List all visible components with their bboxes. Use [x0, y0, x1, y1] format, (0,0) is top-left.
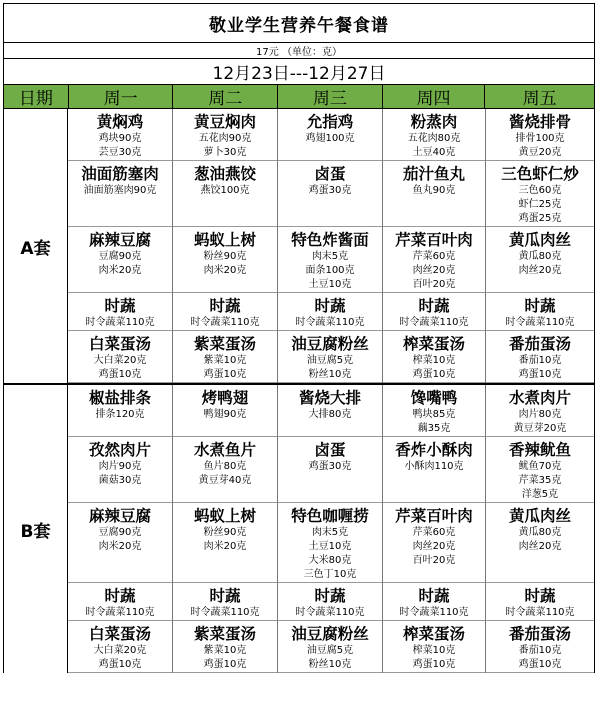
- dish-block: [68, 331, 172, 383]
- ingredient-line: 鸡蛋30克: [308, 185, 352, 196]
- dish-name: 烤鸭翅: [201, 388, 249, 407]
- ingredient-line: 大排80克: [308, 409, 352, 420]
- day-column-tuesday: [173, 385, 278, 673]
- dish-name: 油面筋塞肉: [81, 164, 159, 183]
- day-column-thursday: [383, 385, 486, 673]
- dish-name: 时蔬: [104, 296, 136, 315]
- day-column-friday: [486, 109, 595, 383]
- ingredient-line: 时令蔬菜110克: [295, 607, 365, 618]
- dish-block: [383, 109, 485, 161]
- ingredient-line: 肉末5克: [311, 251, 349, 262]
- ingredient-line: 番茄10克: [518, 645, 562, 656]
- ingredient-line: [278, 198, 382, 212]
- dish-block: [486, 161, 594, 227]
- ingredient-line: 排骨100克: [515, 133, 565, 144]
- ingredient-line: 黄瓜80克: [518, 527, 562, 538]
- ingredient-line: [486, 568, 594, 582]
- ingredient-line: [68, 278, 172, 292]
- ingredient-line: [486, 554, 594, 568]
- ingredient-line: 鱼丸90克: [412, 185, 456, 196]
- ingredient-line: [278, 422, 382, 436]
- dish-name: 酱烧排骨: [508, 112, 571, 131]
- menu-title: 敬业学生营养午餐食谱: [3, 3, 595, 42]
- ingredient-line: 榨菜10克: [412, 355, 456, 366]
- dish-block: [486, 621, 594, 673]
- dish-name: 特色咖喱捞: [291, 506, 369, 525]
- ingredient-line: 紫菜10克: [203, 355, 247, 366]
- ingredient-line: 鸡蛋10克: [412, 369, 456, 380]
- ingredient-line: [383, 488, 485, 502]
- dish-name: 卤蛋: [314, 440, 346, 459]
- ingredient-line: 鸡蛋10克: [203, 659, 247, 670]
- ingredient-line: 肉丝20克: [518, 541, 562, 552]
- dish-block: [383, 437, 485, 503]
- dish-name: 允指鸡: [306, 112, 354, 131]
- dish-block: [278, 331, 382, 383]
- ingredient-line: 时令蔬菜110克: [190, 317, 260, 328]
- ingredient-line: [278, 474, 382, 488]
- ingredient-line: 粉丝90克: [203, 251, 247, 262]
- dish-block: [173, 583, 277, 621]
- ingredient-line: [383, 212, 485, 226]
- ingredient-line: [173, 198, 277, 212]
- header-friday-cell: 周五: [522, 89, 557, 109]
- dish-block: [173, 503, 277, 583]
- ingredient-line: 鸡蛋10克: [203, 369, 247, 380]
- dish-block: [278, 109, 382, 161]
- dish-name: 水煮肉片: [508, 388, 571, 407]
- ingredient-line: 肉丝20克: [412, 541, 456, 552]
- ingredient-line: 黄瓜80克: [518, 251, 562, 262]
- ingredient-line: 百叶20克: [412, 279, 456, 290]
- ingredient-line: [173, 554, 277, 568]
- dish-block: [486, 293, 594, 331]
- set-label: A套: [4, 109, 68, 383]
- day-column-thursday: [383, 109, 486, 383]
- header-monday-cell: 周一: [69, 85, 174, 108]
- ingredient-line: [173, 488, 277, 502]
- dish-name: 麻辣豆腐: [88, 230, 151, 249]
- dish-block: [173, 293, 277, 331]
- dish-block: [383, 293, 485, 331]
- ingredient-line: [173, 278, 277, 292]
- dish-block: [68, 293, 172, 331]
- dish-block: [173, 437, 277, 503]
- header-tuesday-cell: 周二: [173, 85, 278, 108]
- ingredient-line: 肉末5克: [311, 527, 349, 538]
- header-wednesday-cell: 周三: [278, 85, 383, 108]
- dish-name: 椒盐排条: [88, 388, 151, 407]
- ingredient-line: 油豆腐5克: [306, 645, 354, 656]
- ingredient-line: [68, 488, 172, 502]
- header-thursday-cell: 周四: [383, 85, 486, 108]
- dish-name: 香辣鱿鱼: [508, 440, 571, 459]
- ingredient-line: 五花肉80克: [407, 133, 461, 144]
- dish-name: 时蔬: [418, 296, 450, 315]
- dish-name: 特色炸酱面: [291, 230, 369, 249]
- dish-block: [173, 621, 277, 673]
- ingredient-line: 粉丝10克: [308, 369, 352, 380]
- ingredient-line: 土豆10克: [308, 279, 352, 290]
- ingredient-line: 土豆40克: [412, 147, 456, 158]
- ingredient-line: 粉丝10克: [308, 659, 352, 670]
- dish-block: [68, 109, 172, 161]
- dish-name: 白菜蛋汤: [88, 334, 151, 353]
- dish-name: 时蔬: [524, 296, 556, 315]
- dish-block: [173, 109, 277, 161]
- ingredient-line: [68, 422, 172, 436]
- ingredient-line: 油豆腐5克: [306, 355, 354, 366]
- ingredient-line: 百叶20克: [412, 555, 456, 566]
- ingredient-line: 油面筋塞肉90克: [83, 185, 157, 196]
- menu-sets: [3, 109, 595, 673]
- dish-name: 白菜蛋汤: [88, 624, 151, 643]
- ingredient-line: 肉米20克: [98, 265, 142, 276]
- ingredient-line: 藕35克: [417, 423, 451, 434]
- dish-block: [68, 385, 172, 437]
- dish-name: 孜然肉片: [88, 440, 151, 459]
- dish-name: 水煮鱼片: [193, 440, 256, 459]
- ingredient-line: 鱼片80克: [203, 461, 247, 472]
- dish-name: 油豆腐粉丝: [291, 334, 369, 353]
- dish-name: 芹菜百叶肉: [395, 230, 473, 249]
- ingredient-line: 燕饺100克: [200, 185, 250, 196]
- ingredient-line: 时令蔬菜110克: [399, 317, 469, 328]
- ingredient-line: 黄豆芽40克: [198, 475, 252, 486]
- ingredient-line: 榨菜10克: [412, 645, 456, 656]
- ingredient-line: [68, 198, 172, 212]
- dish-block: [486, 109, 594, 161]
- ingredient-line: 菌菇30克: [98, 475, 142, 486]
- ingredient-line: 芹菜60克: [412, 251, 456, 262]
- dish-block: [383, 161, 485, 227]
- day-column-monday: [68, 109, 173, 383]
- ingredient-line: 鸡蛋10克: [518, 659, 562, 670]
- dish-name: 黄焖鸡: [96, 112, 144, 131]
- dish-block: [173, 331, 277, 383]
- dish-name: 时蔬: [314, 296, 346, 315]
- dish-block: [278, 583, 382, 621]
- dish-name: 粉蒸肉: [410, 112, 458, 131]
- dish-block: [486, 503, 594, 583]
- dish-name: 时蔬: [524, 586, 556, 605]
- day-column-monday: [68, 385, 173, 673]
- ingredient-line: 时令蔬菜110克: [85, 607, 155, 618]
- dish-name: 三色虾仁炒: [501, 164, 579, 183]
- ingredient-line: 三色60克: [518, 185, 562, 196]
- dish-block: [278, 437, 382, 503]
- ingredient-line: 三色丁10克: [303, 569, 357, 580]
- ingredient-line: 芹菜60克: [412, 527, 456, 538]
- ingredient-line: 萝卜30克: [203, 147, 247, 158]
- ingredient-line: 肉丝20克: [412, 265, 456, 276]
- ingredient-line: 肉丝20克: [518, 265, 562, 276]
- ingredient-line: [278, 488, 382, 502]
- dish-block: [68, 161, 172, 227]
- ingredient-line: [383, 474, 485, 488]
- menu-sheet: [3, 3, 595, 673]
- ingredient-line: [173, 422, 277, 436]
- ingredient-line: 面条100克: [305, 265, 355, 276]
- ingredient-line: 豆腐90克: [98, 527, 142, 538]
- ingredient-line: 肉米20克: [98, 541, 142, 552]
- ingredient-line: [486, 278, 594, 292]
- ingredient-line: 鸡块90克: [98, 133, 142, 144]
- dish-name: 黄豆焖肉: [193, 112, 256, 131]
- ingredient-line: 大白菜20克: [93, 355, 147, 366]
- dish-name: 油豆腐粉丝: [291, 624, 369, 643]
- ingredient-line: 肉米20克: [203, 541, 247, 552]
- ingredient-line: 鸭翅90克: [203, 409, 247, 420]
- ingredient-line: [68, 568, 172, 582]
- dish-block: [68, 503, 172, 583]
- day-column-tuesday: [173, 109, 278, 383]
- day-column-wednesday: [278, 385, 383, 673]
- dish-name: 卤蛋: [314, 164, 346, 183]
- ingredient-line: 鸡蛋10克: [412, 659, 456, 670]
- ingredient-line: 大白菜20克: [93, 645, 147, 656]
- dish-block: [278, 293, 382, 331]
- ingredient-line: [68, 554, 172, 568]
- dish-name: 紫菜蛋汤: [193, 624, 256, 643]
- dish-block: [173, 385, 277, 437]
- ingredient-line: [173, 212, 277, 226]
- dish-name: 时蔬: [314, 586, 346, 605]
- dish-block: [278, 227, 382, 293]
- ingredient-line: 排条120克: [95, 409, 145, 420]
- dish-block: [68, 227, 172, 293]
- dish-name: 麻辣豆腐: [88, 506, 151, 525]
- ingredient-line: 洋葱5克: [521, 489, 559, 500]
- dish-name: 时蔬: [209, 296, 241, 315]
- dish-name: 葱油燕饺: [193, 164, 256, 183]
- dish-name: 榨菜蛋汤: [402, 624, 465, 643]
- dish-name: 时蔬: [104, 586, 136, 605]
- ingredient-line: 时令蔬菜110克: [85, 317, 155, 328]
- dish-name: 番茄蛋汤: [508, 334, 571, 353]
- dish-block: [383, 227, 485, 293]
- dish-block: [486, 227, 594, 293]
- ingredient-line: [68, 212, 172, 226]
- ingredient-line: 鸡蛋10克: [98, 369, 142, 380]
- dish-block: [383, 385, 485, 437]
- dish-name: 蚂蚁上树: [193, 230, 256, 249]
- dish-name: 时蔬: [209, 586, 241, 605]
- ingredient-line: 鸭块85克: [412, 409, 456, 420]
- ingredient-line: 肉片90克: [98, 461, 142, 472]
- ingredient-line: 肉片80克: [518, 409, 562, 420]
- ingredient-line: 豆腐90克: [98, 251, 142, 262]
- dish-block: [486, 331, 594, 383]
- date-range: 12月23日---12月27日: [3, 58, 595, 84]
- dish-name: 黄瓜肉丝: [508, 506, 571, 525]
- ingredient-line: 黄豆芽20克: [513, 423, 567, 434]
- weekday-header-row: [3, 84, 595, 109]
- ingredient-line: 时令蔬菜110克: [190, 607, 260, 618]
- dish-block: [278, 503, 382, 583]
- ingredient-line: 芹菜35克: [518, 475, 562, 486]
- dish-block: [173, 227, 277, 293]
- dish-block: [173, 161, 277, 227]
- dish-block: [278, 161, 382, 227]
- dish-block: [383, 331, 485, 383]
- ingredient-line: [173, 568, 277, 582]
- ingredient-line: 紫菜10克: [203, 645, 247, 656]
- dish-block: [486, 437, 594, 503]
- dish-block: [383, 583, 485, 621]
- dish-block: [486, 385, 594, 437]
- day-column-wednesday: [278, 109, 383, 383]
- ingredient-line: 鸡翅100克: [305, 133, 355, 144]
- dish-name: 榨菜蛋汤: [402, 334, 465, 353]
- dish-block: [68, 621, 172, 673]
- ingredient-line: 土豆10克: [308, 541, 352, 552]
- dish-block: [68, 437, 172, 503]
- ingredient-line: 番茄10克: [518, 355, 562, 366]
- dish-name: 芹菜百叶肉: [395, 506, 473, 525]
- dish-name: 香炸小酥肉: [395, 440, 473, 459]
- dish-name: 茄汁鱼丸: [402, 164, 465, 183]
- ingredient-line: 粉丝90克: [203, 527, 247, 538]
- menu-set-a: [3, 109, 595, 383]
- dish-block: [486, 583, 594, 621]
- header-date-cell: 日期: [4, 85, 69, 108]
- ingredient-line: 时令蔬菜110克: [295, 317, 365, 328]
- ingredient-line: [278, 212, 382, 226]
- ingredient-line: 小酥肉110克: [404, 461, 464, 472]
- dish-block: [278, 621, 382, 673]
- dish-block: [383, 621, 485, 673]
- menu-set-b: [3, 383, 595, 673]
- ingredient-line: 大米80克: [308, 555, 352, 566]
- set-label: B套: [4, 385, 68, 673]
- dish-name: 黄瓜肉丝: [508, 230, 571, 249]
- ingredient-line: 鸡蛋25克: [518, 213, 562, 224]
- ingredient-line: [383, 198, 485, 212]
- dish-name: 番茄蛋汤: [508, 624, 571, 643]
- ingredient-line: [278, 146, 382, 160]
- ingredient-line: 鸡蛋30克: [308, 461, 352, 472]
- price-unit-line: 17元 （单位：克）: [3, 42, 595, 58]
- ingredient-line: 黄豆20克: [518, 147, 562, 158]
- ingredient-line: 时令蔬菜110克: [505, 607, 575, 618]
- ingredient-line: 虾仁25克: [518, 199, 562, 210]
- dish-block: [278, 385, 382, 437]
- ingredient-line: 鸡蛋10克: [98, 659, 142, 670]
- day-column-friday: [486, 385, 595, 673]
- dish-name: 酱烧大排: [298, 388, 361, 407]
- ingredient-line: [383, 568, 485, 582]
- ingredient-line: 时令蔬菜110克: [399, 607, 469, 618]
- dish-name: 紫菜蛋汤: [193, 334, 256, 353]
- dish-name: 蚂蚁上树: [193, 506, 256, 525]
- ingredient-line: 肉米20克: [203, 265, 247, 276]
- ingredient-line: 鱿鱼70克: [518, 461, 562, 472]
- dish-name: 馋嘴鸭: [410, 388, 458, 407]
- dish-block: [68, 583, 172, 621]
- ingredient-line: 芸豆30克: [98, 147, 142, 158]
- ingredient-line: 五花肉90克: [198, 133, 252, 144]
- dish-name: 时蔬: [418, 586, 450, 605]
- ingredient-line: 鸡蛋10克: [518, 369, 562, 380]
- ingredient-line: 时令蔬菜110克: [505, 317, 575, 328]
- dish-block: [383, 503, 485, 583]
